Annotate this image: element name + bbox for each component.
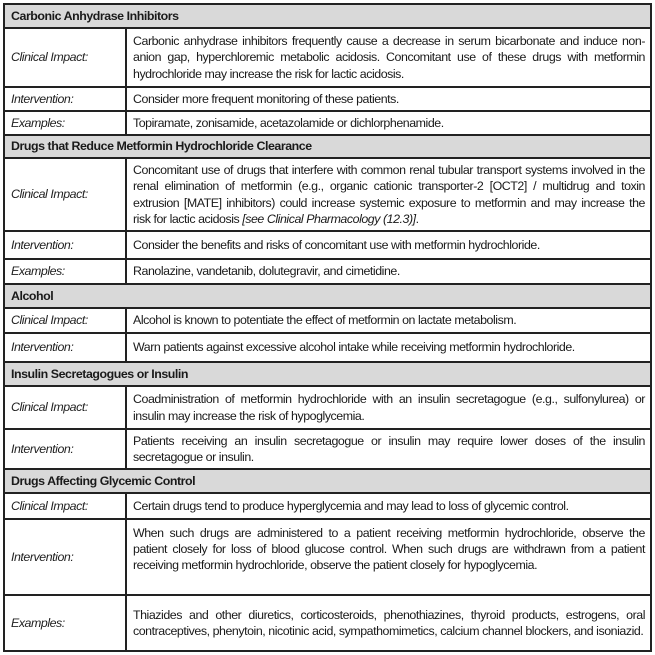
row-value-examples: Topiramate, zonisamide, acetazolamide or dichlorphenamide. [126, 111, 651, 135]
sentence-end: . [415, 211, 419, 226]
citation-link[interactable]: [see Clinical Pharmacology (12.3)] [242, 211, 416, 226]
row-label-intervention: Intervention: [4, 231, 126, 259]
table-row [4, 308, 651, 333]
table-row [4, 259, 651, 284]
drug-interactions-table-container [3, 3, 652, 652]
row-label-intervention: Intervention: [4, 333, 126, 362]
row-value-intervention: Patients receiving an insulin secretagogue or insulin may require lower doses of the insulin secretagogue or insulin. [126, 429, 651, 469]
row-value-clinical-impact: Carbonic anhydrase inhibitors frequently cause a decrease in serum bicarbonate and induce non-anion gap, hyperchloremic metabolic acidosis. Concomitant use of these drugs with metformin hydrochloride may increase the risk for lactic acidosis. [126, 28, 651, 87]
row-label-intervention: Intervention: [4, 87, 126, 111]
table-row [4, 231, 651, 259]
row-value-clinical-impact [126, 158, 651, 231]
row-label-examples: Examples: [4, 111, 126, 135]
table-row [4, 429, 651, 469]
row-value-intervention: Consider the benefits and risks of concomitant use with metformin hydrochloride. [126, 231, 651, 259]
row-label-examples: Examples: [4, 595, 126, 651]
section-title-glycemic-control: Drugs Affecting Glycemic Control [4, 469, 651, 493]
section-title-carbonic-anhydrase-inhibitors: Carbonic Anhydrase Inhibitors [4, 4, 651, 28]
row-label-intervention: Intervention: [4, 429, 126, 469]
table-row [4, 595, 651, 651]
row-label-clinical-impact: Clinical Impact: [4, 493, 126, 519]
section-header-row [4, 469, 651, 493]
row-value-intervention: When such drugs are administered to a patient receiving metformin hydrochloride, observe the patient closely for loss of blood glucose control. When such drugs are withdrawn from a patient receiving metformin hydrochloride, observe the patient closely for hypoglycemia. [126, 519, 651, 595]
table-row [4, 519, 651, 595]
row-label-clinical-impact: Clinical Impact: [4, 308, 126, 333]
section-header-row [4, 284, 651, 308]
drug-interactions-table [3, 3, 652, 652]
section-title-insulin-secretagogues: Insulin Secretagogues or Insulin [4, 362, 651, 386]
row-value-clinical-impact: Certain drugs tend to produce hyperglycemia and may lead to loss of glycemic control. [126, 493, 651, 519]
table-row [4, 333, 651, 362]
section-title-alcohol: Alcohol [4, 284, 651, 308]
section-header-row [4, 4, 651, 28]
row-label-examples: Examples: [4, 259, 126, 284]
row-value-clinical-impact: Coadministration of metformin hydrochloride with an insulin secretagogue (e.g., sulfonylurea) or insulin may increase the risk of hypoglycemia. [126, 386, 651, 429]
row-value-clinical-impact: Alcohol is known to potentiate the effect of metformin on lactate metabolism. [126, 308, 651, 333]
row-label-clinical-impact: Clinical Impact: [4, 386, 126, 429]
row-value-intervention: Warn patients against excessive alcohol intake while receiving metformin hydrochloride. [126, 333, 651, 362]
table-row [4, 493, 651, 519]
section-header-row [4, 135, 651, 158]
section-title-drugs-reduce-metformin-clearance: Drugs that Reduce Metformin Hydrochloride Clearance [4, 135, 651, 158]
row-label-intervention: Intervention: [4, 519, 126, 595]
row-label-clinical-impact: Clinical Impact: [4, 158, 126, 231]
section-header-row [4, 362, 651, 386]
table-row [4, 386, 651, 429]
table-row [4, 111, 651, 135]
row-value-intervention: Consider more frequent monitoring of these patients. [126, 87, 651, 111]
table-row [4, 158, 651, 231]
row-value-examples: Ranolazine, vandetanib, dolutegravir, and cimetidine. [126, 259, 651, 284]
table-row [4, 87, 651, 111]
row-value-examples: Thiazides and other diuretics, corticosteroids, phenothiazines, thyroid products, estrogens, oral contraceptives, phenytoin, nicotinic acid, sympathomimetics, calcium channel blockers, and isoniazid. [126, 595, 651, 651]
table-row [4, 28, 651, 87]
clinical-impact-text: Concomitant use of drugs that interfere with common renal tubular transport systems involved in the renal elimination of metformin (e.g., organic cationic transporter-2 [OCT2] / multidrug and toxin extrusion [MATE] inhibitors) could increase systemic exposure to metformin and may increase the risk for lactic acidosis [133, 163, 645, 226]
row-label-clinical-impact: Clinical Impact: [4, 28, 126, 87]
